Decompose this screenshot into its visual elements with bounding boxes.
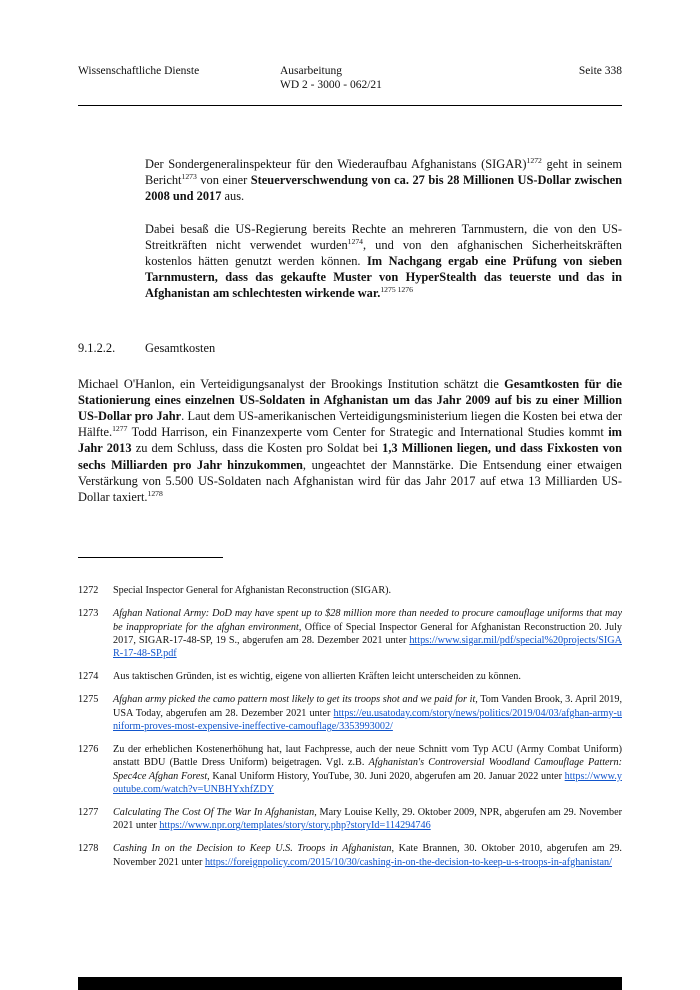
footnote-row — [78, 693, 622, 733]
text-run: geht in seinem Bericht — [145, 157, 622, 188]
text-run: Afghan National Army: DoD may have spent up to $28 million more than needed to procure camouflage uniforms that may be inappropriate for the afghan environment — [113, 608, 622, 633]
footnote-separator — [78, 557, 223, 558]
footnote-ref: 1274 — [347, 236, 364, 246]
header-rule — [78, 105, 622, 106]
hyperlink[interactable]: https://foreignpolicy.com/2015/10/30/cashing-in-on-the-decision-to-keep-u-s-troops-in-afghanistan/ — [204, 856, 612, 868]
page-number: Seite 338 — [578, 65, 622, 77]
footnote-row — [78, 806, 622, 833]
text-run: Aus taktischen Gründen, ist es wichtig, eigene von allierten Kräften leicht unterscheiden zu können. — [113, 671, 521, 683]
section-heading-text: Gesamtkosten — [145, 340, 216, 355]
footnote-number: 1275 — [78, 694, 99, 706]
text-run: Afghan army picked the camo pattern most likely to get its troops shot and we paid for it — [113, 694, 476, 706]
text-run: Gesamtkosten für die Stationierung eines einzelnen US-Soldaten in Afghanistan um das Jahr 2009 auf bis zu einer Million US-Dollar pro Jahr — [78, 376, 623, 424]
doc-identifier — [280, 64, 579, 92]
doc-number: WD 2 - 3000 - 062/21 — [280, 79, 382, 91]
footnote-ref: 1272 — [526, 155, 542, 165]
text-run: aus. — [221, 189, 245, 204]
text-run: Im Nachgang ergab eine Prüfung von sieben Tarnmustern, dass das gekaufte Muster von HyperStealth das teuerste und das in Afghanistan am schlechtesten wirkende war. — [145, 254, 622, 301]
text-run: Steuerverschwendung von ca. 27 bis 28 Millionen US-Dollar zwischen 2008 und 2017 — [145, 173, 622, 204]
text-run: 1,3 Millionen liegen, und dass Fixkosten von sechs Milliarden pro Jahr hinzukommen — [78, 441, 622, 472]
footnote-text — [113, 584, 622, 597]
doc-type: Ausarbeitung — [280, 65, 342, 77]
hyperlink[interactable]: https://eu.usatoday.com/story/news/politics/2019/04/03/afghan-army-uniform-proves-most-expensive-ineffective-camouflage/3353993002/ — [113, 707, 622, 732]
footnote-number: 1277 — [78, 807, 99, 819]
paragraph-tarnmuster — [145, 221, 622, 302]
text-run: , und von den afghanischen Sicherheitskräften kostenlos hätten genutzt werden können. — [145, 237, 623, 269]
footnote-number: 1278 — [78, 843, 99, 855]
text-run: im Jahr 2013 — [78, 425, 622, 456]
footnote-row — [78, 607, 622, 661]
section-heading-number: 9.1.2.2. — [78, 340, 116, 355]
footnote-text — [113, 842, 622, 869]
text-run: Todd Harrison, ein Finanzexperte vom Center for Strategic and International Studies kommt — [127, 425, 609, 440]
text-run: Cashing In on the Decision to Keep U.S. Troops in Afghanistan — [113, 843, 392, 855]
footnote-ref: 1277 — [112, 424, 128, 434]
text-run: , Tom Vanden Brook, 3. April 2019, USA Today, abgerufen am 28. Dezember 2021 unter — [113, 694, 623, 719]
section-heading — [78, 340, 622, 356]
text-run: Zu der erheblichen Kostenerhöhung hat, laut Fachpresse, auch der neue Schnitt vom Typ ACU (Army Combat Uniform) anstatt BDU (Battle Dress Uniform) beigetragen. Vgl. z.B. — [113, 743, 622, 769]
text-run: , Kate Brannen, 30. Oktober 2010, abgerufen am 29. November 2021 unter — [113, 843, 622, 868]
footnote-number: 1272 — [78, 585, 99, 597]
page-header — [78, 64, 622, 92]
footnote-number: 1274 — [78, 671, 99, 683]
text-run: , Office of Special Inspector General for Afghanistan Reconstruction 20. July 2017, SIGAR-17-48-SP, 19 S., abgerufen am 28. Dezember 2021 unter — [113, 621, 622, 646]
text-run: Afghanistan's Controversial Woodland Camouflage Pattern: Spec4ce Afghan Forest — [113, 757, 622, 782]
text-run: zu dem Schluss, dass die Kosten pro Soldat bei — [131, 441, 383, 456]
footnote-text — [113, 743, 622, 797]
text-run: Dabei besaß die US-Regierung bereits Rechte an mehreren Tarnmustern, die von den US-Streitkräften nicht verwendet wurden — [145, 221, 622, 252]
hyperlink[interactable]: https://www.youtube.com/watch?v=UNBHYxhfZDY — [113, 770, 622, 796]
text-run: , ungeachtet der Mannstärke. Die Entsendung einer etwaigen Verstärkung von 5.500 US-Soldaten nach Afghanistan wird für das Jahr 2017 auf etwa 13 Milliarden US-Dollar taxiert. — [78, 457, 622, 505]
paragraph-gesamtkosten — [78, 376, 622, 506]
text-run: , Mary Louise Kelly, 29. Oktober 2009, NPR, abgerufen am 29. November 2021 unter — [113, 807, 622, 832]
text-run: von einer — [196, 173, 251, 188]
hyperlink[interactable]: https://www.npr.org/templates/story/story.php?storyId=114294746 — [159, 820, 431, 832]
text-run: . Laut dem US-amerikanischen Verteidigungsministerium liegen die Kosten bei etwa der Hälfte. — [78, 409, 622, 440]
footnote-row — [78, 584, 622, 597]
scan-edge-bar — [78, 977, 622, 990]
footnote-row — [78, 670, 622, 683]
footnote-number: 1273 — [78, 608, 99, 620]
footnote-number: 1276 — [78, 743, 99, 755]
document-body — [78, 156, 622, 505]
footnote-text — [113, 693, 622, 733]
text-run: Calculating The Cost Of The War In Afghanistan — [113, 807, 315, 819]
footnote-ref: 1275 1276 — [380, 285, 413, 295]
footnote-row — [78, 842, 622, 869]
footnotes-section — [78, 584, 622, 869]
footnote-text — [113, 607, 622, 661]
footnote-text — [113, 806, 622, 833]
text-run: Special Inspector General for Afghanistan Reconstruction (SIGAR). — [113, 585, 392, 597]
footnote-text — [113, 670, 622, 683]
footnote-ref: 1273 — [181, 172, 197, 182]
text-run: , Kanal Uniform History, YouTube, 30. Juni 2020, abgerufen am 20. Januar 2022 unter — [207, 770, 565, 782]
paragraph-sigar — [145, 156, 622, 205]
text-run: Der Sondergeneralinspekteur für den Wiederaufbau Afghanistans (SIGAR) — [145, 157, 527, 171]
org-name: Wissenschaftliche Dienste — [78, 65, 200, 77]
footnote-row — [78, 743, 622, 797]
text-run: Michael O'Hanlon, ein Verteidigungsanalyst der Brookings Institution schätzt die — [78, 376, 505, 391]
hyperlink[interactable]: https://www.sigar.mil/pdf/special%20projects/SIGAR-17-48-SP.pdf — [113, 634, 622, 660]
footnote-ref: 1278 — [147, 488, 163, 498]
